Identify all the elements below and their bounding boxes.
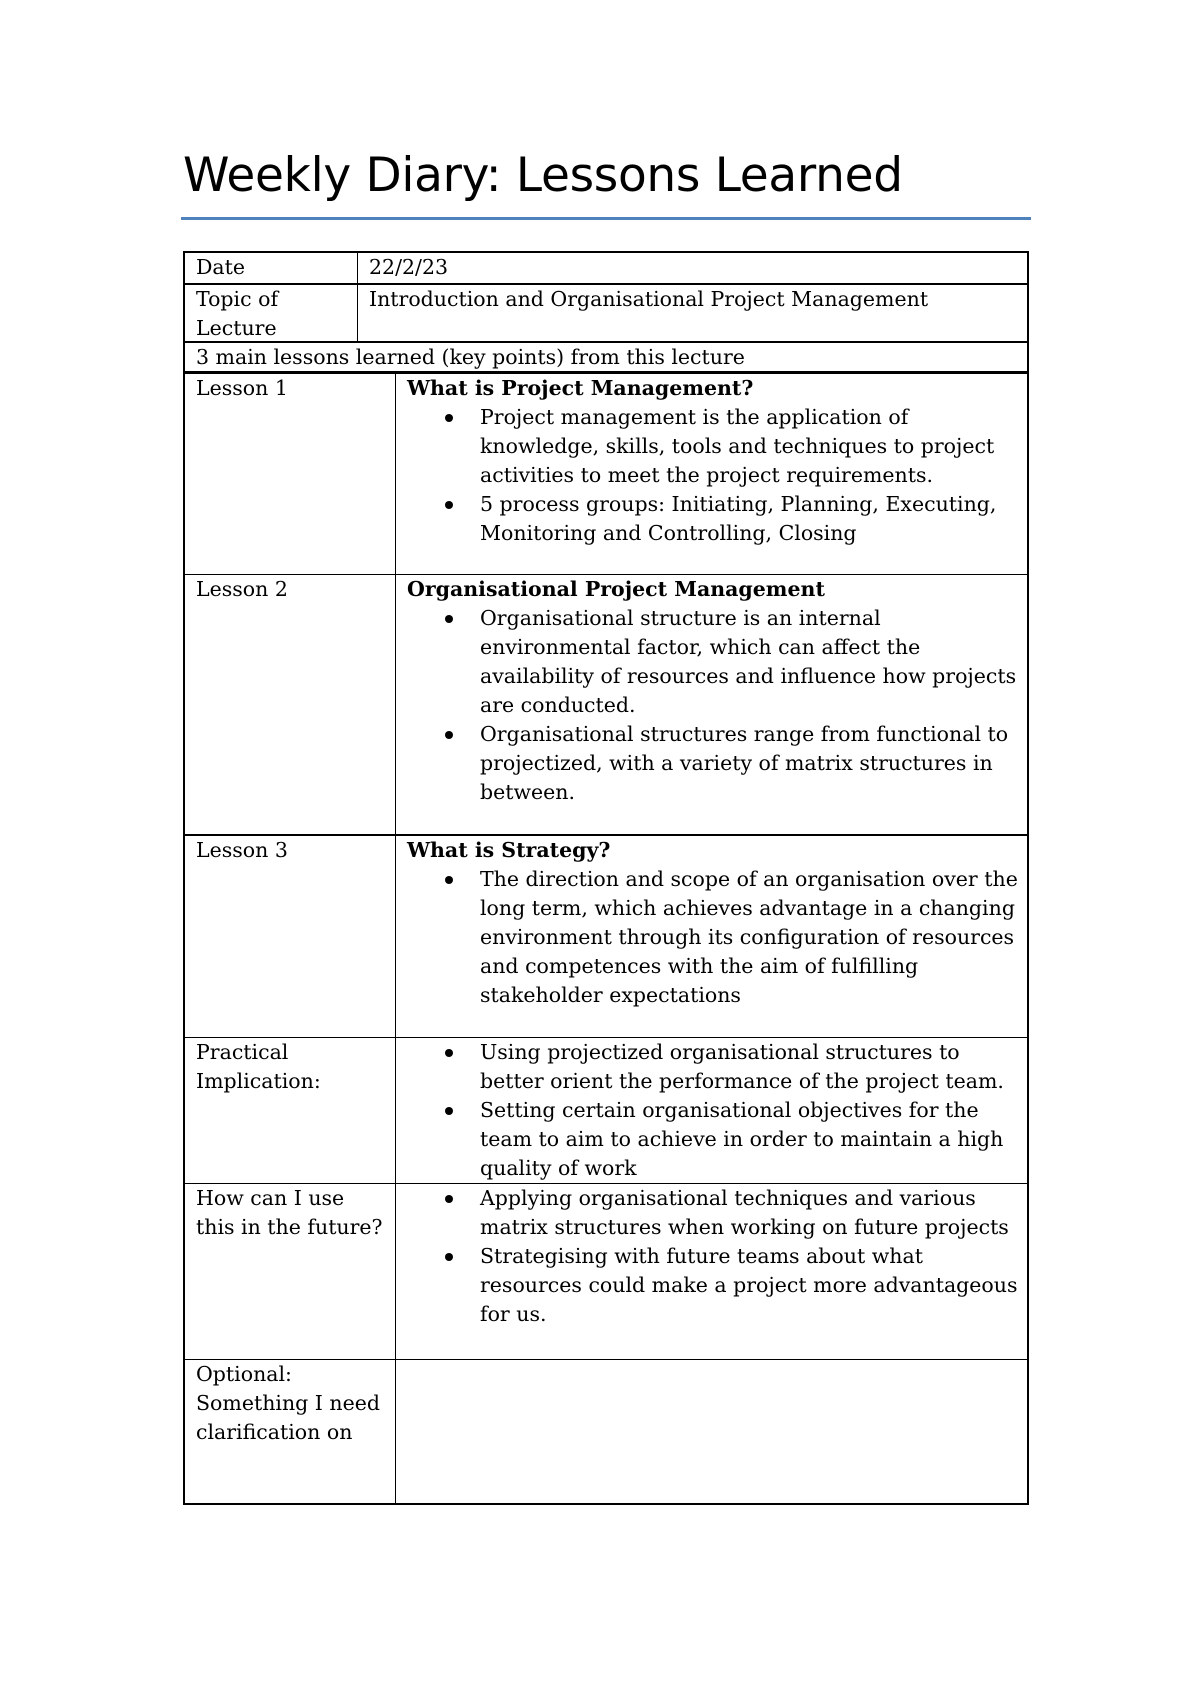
bullet-item: Organisational structures range from functional to projectized, with a variety of matrix structures in between. [480, 720, 1019, 807]
lesson-heading: Organisational Project Management [407, 577, 825, 601]
bullet-item: Project management is the application of knowledge, skills, tools and techniques to project activities to meet the project requirements. [480, 403, 1019, 490]
optional-row [185, 1359, 1027, 1503]
bullet-item: Strategising with future teams about what resources could make a project more advantageous for us. [480, 1242, 1019, 1329]
diary-table [183, 251, 1029, 1505]
future-row [185, 1183, 1027, 1359]
key-points-row [185, 341, 1027, 371]
bullet-list [407, 403, 1019, 548]
page-title: Weekly Diary: Lessons Learned [183, 148, 903, 203]
bullet-item: 5 process groups: Initiating, Planning, Executing, Monitoring and Controlling, Closing [480, 490, 1019, 548]
topic-row [185, 283, 1027, 341]
bullet-list [407, 1184, 1019, 1329]
practical-label: Practical Implication: [185, 1038, 396, 1183]
future-label: How can I use this in the future? [185, 1184, 396, 1359]
lesson-label: Lesson 3 [185, 836, 396, 1037]
topic-label: Topic of Lecture [185, 285, 358, 341]
key-points-header: 3 main lessons learned (key points) from this lecture [196, 345, 745, 369]
lesson-heading: What is Strategy? [407, 838, 611, 862]
title-underline [181, 217, 1031, 220]
topic-value: Introduction and Organisational Project Management [369, 287, 929, 311]
practical-content [396, 1038, 1027, 1183]
lesson-content [396, 374, 1027, 574]
lesson-row-3 [185, 834, 1027, 1037]
lesson-row-2 [185, 574, 1027, 834]
date-label: Date [185, 253, 358, 283]
bullet-item: Organisational structure is an internal environmental factor, which can affect the availability of resources and influence how projects are conducted. [480, 604, 1019, 720]
lesson-label: Lesson 1 [185, 374, 396, 574]
bullet-item: The direction and scope of an organisation over the long term, which achieves advantage in a changing environment through its configuration of resources and competences with the aim of fulfilling stakeholder expectations [480, 865, 1019, 1010]
bullet-list [407, 865, 1019, 1010]
bullet-item: Setting certain organisational objectives for the team to aim to achieve in order to maintain a high quality of work [480, 1096, 1019, 1183]
lesson-content [396, 836, 1027, 1037]
bullet-item: Using projectized organisational structures to better orient the performance of the project team. [480, 1038, 1019, 1096]
lesson-row-1 [185, 371, 1027, 574]
practical-row [185, 1037, 1027, 1183]
bullet-list [407, 604, 1019, 807]
lesson-content [396, 575, 1027, 834]
date-value: 22/2/23 [369, 255, 449, 279]
optional-label: Optional: Something I need clarification on [185, 1360, 396, 1503]
date-row [185, 253, 1027, 283]
bullet-list [407, 1038, 1019, 1183]
lesson-label: Lesson 2 [185, 575, 396, 834]
optional-value [396, 1360, 1027, 1503]
future-content [396, 1184, 1027, 1359]
lesson-heading: What is Project Management? [407, 376, 754, 400]
bullet-item: Applying organisational techniques and various matrix structures when working on future projects [480, 1184, 1019, 1242]
